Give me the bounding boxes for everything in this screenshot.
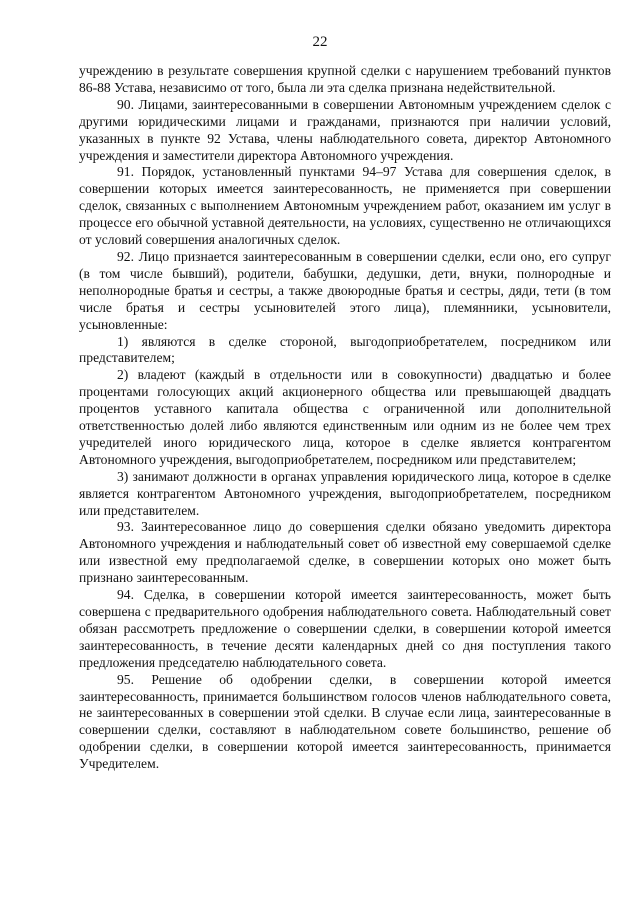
paragraph-92-item-1: 1) являются в сделке стороной, выгодоприобретателем, посредником или представителем;: [79, 333, 611, 366]
paragraph-92-item-3: 3) занимают должности в органах управления юридического лица, которое в сделке является контрагентом Автономного учреждения, выгодоприобретателем, посредником или представителем.: [79, 468, 611, 518]
paragraph-94: 94. Сделка, в совершении которой имеется заинтересованность, может быть совершена с предварительного одобрения наблюдательного совета. Наблюдательный совет обязан рассмотреть предложение о совершении сделки, в совершении которой имеется заинтересованность, в течение десяти календарных дней со дня поступления такого предложения председателю наблюдательного совета.: [79, 587, 611, 670]
paragraph-continuation: учреждению в результате совершения крупной сделки с нарушением требований пунктов 86-88 Устава, независимо от того, была ли эта сделка признана недействительной.: [79, 63, 611, 95]
paragraph-95: 95. Решение об одобрении сделки, в совершении которой имеется заинтересованность, принимается большинством голосов членов наблюдательного совета, не заинтересованных в совершении этой сделки. В случае если лица, заинтересованные в совершении сделки, составляют в наблюдательном совете большинство, решение об одобрении сделки, в совершении которой имеется заинтересованность, принимается Учредителем.: [79, 671, 611, 772]
paragraph-93: 93. Заинтересованное лицо до совершения сделки обязано уведомить директора Автономного учреждения и наблюдательный совет об известной ему совершаемой сделке или известной ему предполагаемой сделке, в совершении которых оно может быть признано заинтересованным.: [79, 519, 611, 586]
paragraph-92: 92. Лицо признается заинтересованным в совершении сделки, если оно, его супруг (в том числе бывший), родители, бабушки, дедушки, дети, внуки, полнородные и неполнородные братья и сестры, а также двоюродные братья и сестры, дяди, тети (в том числе братья и сестры усыновителей этого лица), племянники, усыновители, усыновленные:: [79, 248, 611, 332]
document-body: [79, 63, 611, 773]
paragraph-90: 90. Лицами, заинтересованными в совершении Автономным учреждением сделок с другими юридическими лицами и гражданами, признаются при наличии условий, указанных в пункте 92 Устава, члены наблюдательного совета, директор Автономного учреждения и заместители директора Автономного учреждения.: [79, 96, 611, 163]
page-number: 22: [312, 34, 328, 50]
paragraph-91: 91. Порядок, установленный пунктами 94–97 Устава для совершения сделок, в совершении которых имеется заинтересованность, не применяется при совершении сделок, связанных с выполнением Автономным учреждением работ, оказанием им услуг в процессе его обычной уставной деятельности, на условиях, существенно не отличающихся от условий совершения аналогичных сделок.: [79, 164, 611, 248]
paragraph-92-item-2: 2) владеют (каждый в отдельности или в совокупности) двадцатью и более процентами голосующих акций акционерного общества или превышающей двадцать процентов уставного капитала общества с ограниченной или дополнительной ответственностью долей либо являются единственным или одним из не более чем трех учредителей иного юридического лица, которое в сделке является контрагентом Автономного учреждения, выгодоприобретателем, посредником или представителем;: [79, 367, 611, 467]
